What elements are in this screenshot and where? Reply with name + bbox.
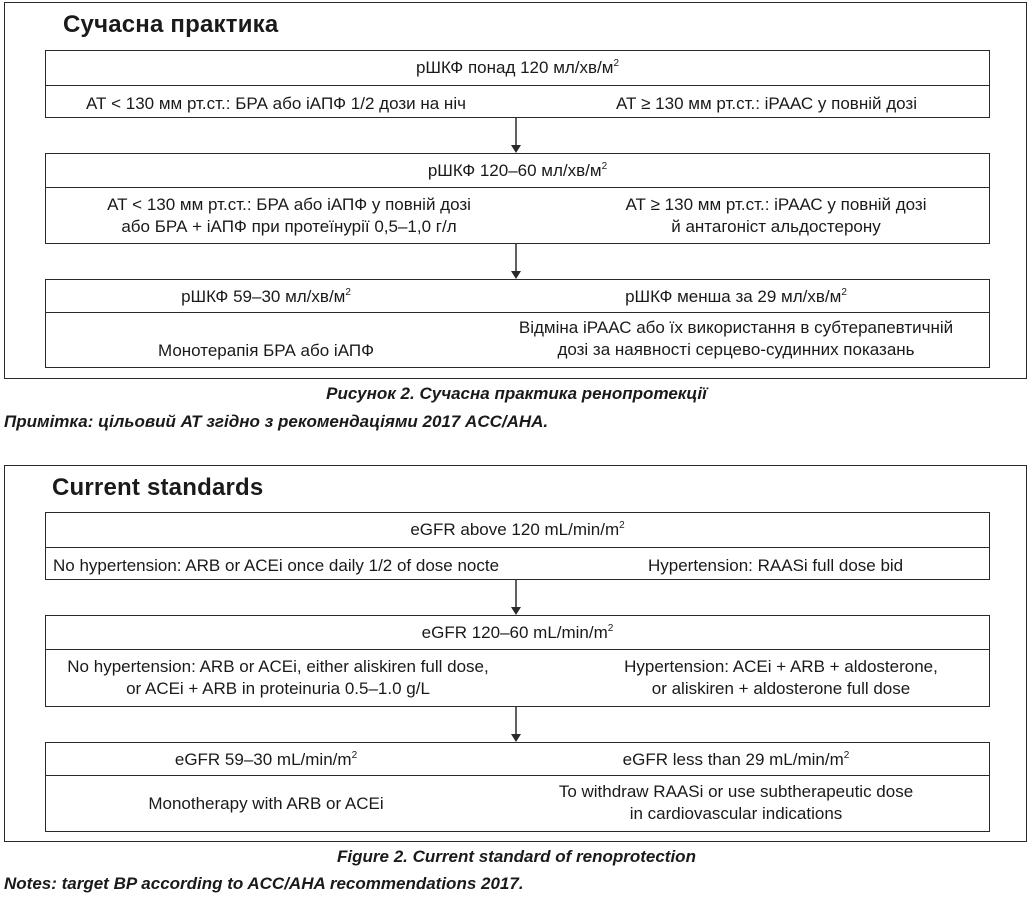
ua-box2-right: АТ ≥ 130 мм рт.ст.: іРААС у повній дозі й антагоніст альдостерону: [625, 195, 927, 236]
ua-box3-right-header: рШКФ менша за 29 $мл/хв/м^2$: [625, 287, 847, 306]
ua-panel: [4, 2, 1027, 379]
ua-box3-left-header: рШКФ 59–30 $мл/хв/м^2$: [181, 287, 351, 306]
ua-figure-note: Примітка: цільовий АТ згідно з рекомендаціями 2017 ACC/AHA.: [4, 412, 549, 431]
en-box1-right: Hypertension: RAASi full dose bid: [648, 556, 904, 575]
ua-box1-header: рШКФ понад 120 $мл/хв/м^2$: [415, 58, 620, 77]
ua-box-egfr-above-120: [45, 50, 990, 118]
ua-box2-left: АТ < 130 мм рт.ст.: БРА або іАПФ у повній дозі або БРА + іАПФ при протеїнурії 0,5–1,0 г/л: [107, 195, 471, 236]
en-box1-divider: [46, 547, 989, 548]
en-arrow-2: [510, 707, 522, 743]
en-box3-left: Monotherapy with ARB or ACEi: [148, 794, 384, 813]
en-box2-divider: [46, 649, 989, 650]
en-box3-left-header: eGFR 59–30 $mL/\min/m^2$: [174, 750, 358, 769]
en-arrow-1: [510, 580, 522, 616]
ua-box2-header: рШКФ 120–60 $мл/хв/м^2$: [427, 161, 608, 180]
en-box2-right: Hypertension: ACEi + ARB + aldosterone, or aliskiren + aldosterone full dose: [624, 657, 938, 698]
en-box2-header: eGFR 120–60 $mL/\min/m^2$: [421, 623, 614, 642]
en-panel-title: Current standards: [52, 474, 264, 501]
ua-arrow-1: [510, 118, 522, 154]
ua-box-egfr-below-60: [45, 279, 990, 368]
en-box1-left: No hypertension: ARB or ACEi once daily 1/2 of dose nocte: [53, 556, 500, 575]
en-box-egfr-120-60: [45, 615, 990, 707]
en-box3-right: To withdraw RAASi or use subtherapeutic dose in cardiovascular indications: [558, 782, 914, 823]
ua-box2-divider: [46, 187, 989, 188]
en-box3-right-header: eGFR less than 29 $mL/\min/m^2$: [622, 750, 850, 769]
ua-box3-left: Монотерапія БРА або іАПФ: [157, 341, 374, 360]
ua-arrow-2: [510, 244, 522, 280]
en-figure-caption: Figure 2. Current standard of renoprotection: [337, 847, 696, 866]
ua-panel-title: Сучасна практика: [63, 11, 279, 38]
ua-box1-left: АТ < 130 мм рт.ст.: БРА або іАПФ 1/2 дози на ніч: [86, 94, 466, 113]
en-box2-left: No hypertension: ARB or ACEi, either aliskiren full dose, or ACEi + ARB in proteinuria 0.5–1.0 g/L: [67, 657, 489, 698]
ua-figure-caption: Рисунок 2. Сучасна практика ренопротекції: [326, 384, 707, 403]
en-panel: [4, 465, 1027, 842]
ua-box1-divider: [46, 85, 989, 86]
en-figure-note: Notes: target BP according to ACC/AHA recommendations 2017.: [4, 874, 524, 893]
en-box1-header: eGFR above 120 $mL/\min/m^2$: [410, 520, 625, 539]
en-box-egfr-above-120: [45, 512, 990, 580]
ua-box3-right: Відміна іРААС або їх використання в субтерапевтичній дозі за наявності серцево-судинних показань: [518, 318, 954, 359]
ua-box3-divider: [46, 312, 989, 313]
en-box3-divider: [46, 775, 989, 776]
en-box-egfr-below-60: [45, 742, 990, 832]
ua-box-egfr-120-60: [45, 153, 990, 244]
ua-box1-right: АТ ≥ 130 мм рт.ст.: іРААС у повній дозі: [616, 94, 917, 113]
